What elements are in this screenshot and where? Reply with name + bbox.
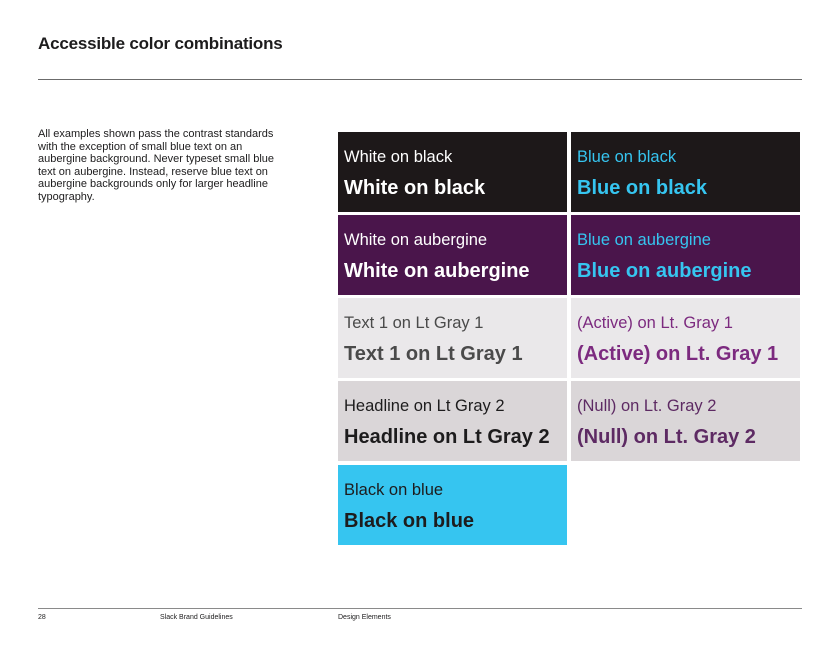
swatch-bold-label: Blue on black — [577, 177, 708, 199]
swatch-white-on-black — [338, 132, 567, 212]
swatch-light-label: White on black — [344, 148, 453, 166]
swatch-blue-on-black — [571, 132, 800, 212]
swatch-blue-on-aubergine — [571, 215, 800, 295]
swatch-bold-label: Text 1 on Lt Gray 1 — [344, 343, 523, 365]
top-divider — [38, 79, 802, 80]
intro-paragraph: All examples shown pass the contrast standards with the exception of small blue text on an aubergine background. Never typeset small blue text on aubergine. Instead, reserve blue text on aubergine backgrounds only for larger headline typography. — [38, 128, 275, 203]
swatch-light-label: (Active) on Lt. Gray 1 — [577, 314, 733, 332]
swatch-black-on-blue — [338, 465, 567, 545]
swatch-active-on-lt-gray-1 — [571, 298, 800, 378]
swatch-light-label: White on aubergine — [344, 231, 488, 249]
swatch-light-label: Blue on black — [577, 148, 677, 166]
swatch-light-label: Headline on Lt Gray 2 — [344, 397, 505, 415]
page-title: Accessible color combinations — [38, 34, 283, 53]
bottom-divider — [38, 608, 802, 609]
swatch-text1-on-lt-gray-1 — [338, 298, 567, 378]
swatch-light-label: Text 1 on Lt Gray 1 — [344, 314, 484, 332]
swatch-white-on-aubergine — [338, 215, 567, 295]
swatch-bold-label: (Null) on Lt. Gray 2 — [577, 426, 756, 448]
footer-section-name: Design Elements — [338, 614, 391, 621]
swatch-bold-label: (Active) on Lt. Gray 1 — [577, 343, 779, 365]
swatch-light-label: Blue on aubergine — [577, 231, 711, 249]
swatch-bold-label: White on black — [344, 177, 486, 199]
footer-page-number: 28 — [38, 614, 46, 621]
swatch-bold-label: White on aubergine — [344, 260, 530, 282]
swatch-headline-on-lt-gray-2 — [338, 381, 567, 461]
footer-document-title: Slack Brand Guidelines — [160, 614, 233, 621]
swatch-bold-label: Headline on Lt Gray 2 — [344, 426, 550, 448]
swatch-bold-label: Blue on aubergine — [577, 260, 752, 282]
swatch-null-on-lt-gray-2 — [571, 381, 800, 461]
swatch-light-label: (Null) on Lt. Gray 2 — [577, 397, 717, 415]
swatch-light-label: Black on blue — [344, 481, 444, 499]
swatch-bold-label: Black on blue — [344, 510, 475, 532]
